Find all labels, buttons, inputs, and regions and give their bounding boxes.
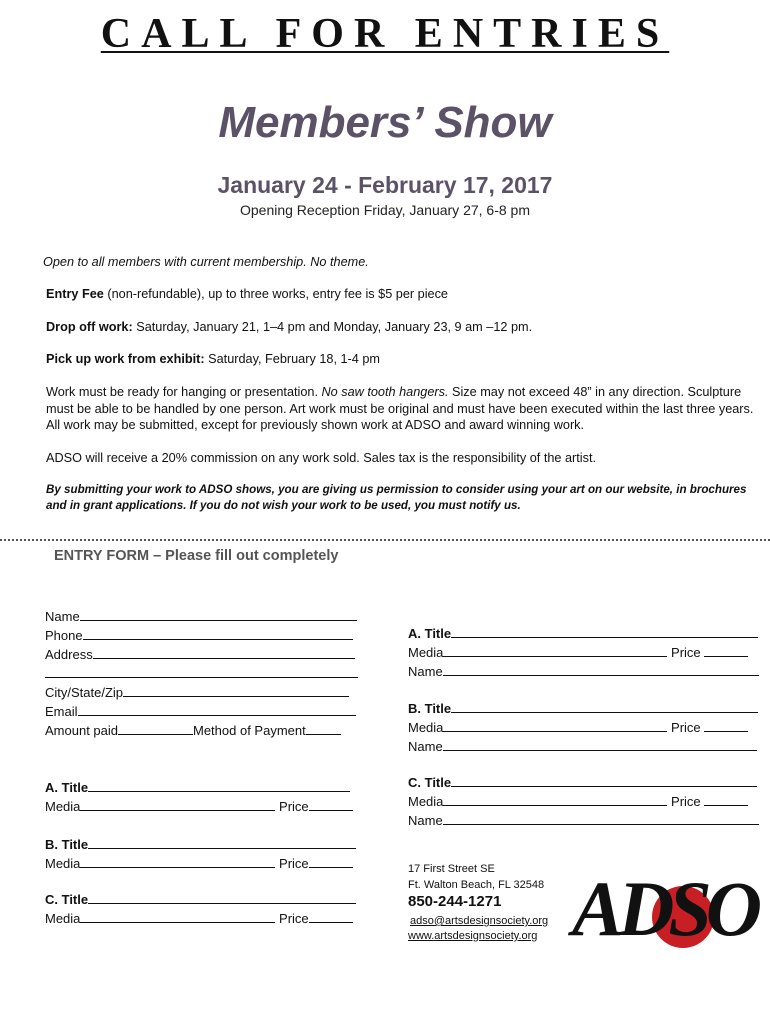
right-a-title-input[interactable] (451, 624, 758, 638)
entry-fee-label: Entry Fee (46, 287, 104, 301)
contact-address-2: Ft. Walton Beach, FL 32548 (408, 879, 545, 891)
payment-field[interactable] (45, 721, 341, 740)
amount-label: Amount paid (45, 723, 118, 738)
cut-line (0, 539, 770, 541)
phone-field[interactable] (45, 626, 353, 645)
media-label: Media (45, 856, 81, 871)
price-input[interactable] (309, 909, 353, 923)
name-field[interactable] (45, 607, 357, 626)
left-b-title-input[interactable] (88, 835, 356, 849)
right-b-title-input[interactable] (451, 699, 758, 713)
media-input[interactable] (443, 643, 667, 657)
artist-name-input[interactable] (443, 662, 759, 676)
right-work-a-title[interactable] (408, 624, 758, 643)
media-label: Media (408, 720, 444, 735)
price-input[interactable] (309, 854, 353, 868)
open-to-text (43, 254, 763, 271)
phone-label: Phone (45, 628, 83, 643)
address-input-2[interactable] (45, 664, 358, 678)
left-work-c-title[interactable] (45, 890, 356, 909)
email-field[interactable] (45, 702, 356, 721)
media-label: Media (408, 645, 444, 660)
right-c-title-label: C. Title (408, 775, 452, 790)
address-field[interactable] (45, 645, 355, 664)
media-input[interactable] (80, 909, 275, 923)
artist-name-label: Name (408, 739, 443, 754)
price-label: Price (279, 856, 309, 871)
show-title: Members’ Show (218, 98, 552, 147)
right-work-b-media[interactable] (408, 718, 748, 737)
commission-text (46, 450, 766, 467)
right-work-b-title[interactable] (408, 699, 758, 718)
media-input[interactable] (80, 854, 275, 868)
right-c-title-input[interactable] (451, 773, 757, 787)
right-work-c-title[interactable] (408, 773, 757, 792)
price-input[interactable] (309, 797, 353, 811)
dropoff (46, 319, 766, 336)
left-work-b-media[interactable] (45, 854, 353, 873)
left-work-a-title[interactable] (45, 778, 350, 797)
commission: ADSO will receive a 20% commission on any work sold. Sales tax is the responsibility of the artist. (46, 451, 597, 465)
email-input[interactable] (78, 702, 356, 716)
media-input[interactable] (443, 718, 667, 732)
address-input[interactable] (93, 645, 355, 659)
artist-name-input[interactable] (443, 737, 757, 751)
media-label: Media (45, 911, 81, 926)
entry-fee-text: (non-refundable), up to three works, entry fee is $5 per piece (103, 287, 448, 301)
artist-name-label: Name (408, 664, 443, 679)
price-input[interactable] (704, 718, 748, 732)
open-to: Open to all members with current membership. No theme. (43, 255, 369, 269)
right-work-c-name[interactable] (408, 811, 759, 830)
contact-email-link[interactable]: adso@artsdesignsociety.org (410, 915, 549, 927)
method-label: Method of Payment (193, 723, 306, 738)
pickup-label: Pick up work from exhibit: (46, 352, 205, 366)
left-work-c-media[interactable] (45, 909, 353, 928)
page-title: CALL FOR ENTRIES (100, 11, 670, 57)
adso-logo (572, 865, 762, 956)
city-label: City/State/Zip (45, 685, 124, 700)
method-input[interactable] (306, 721, 341, 735)
entry-fee (46, 286, 766, 303)
show-dates: January 24 - February 17, 2017 (217, 172, 553, 198)
email-label: Email (45, 704, 78, 719)
price-label: Price (671, 794, 701, 809)
contact-phone: 850-244-1271 (408, 893, 502, 910)
price-label: Price (671, 645, 701, 660)
right-work-a-media[interactable] (408, 643, 748, 662)
left-c-title-label: C. Title (45, 892, 89, 907)
left-c-title-input[interactable] (88, 890, 356, 904)
artist-name-label: Name (408, 813, 443, 828)
left-work-b-title[interactable] (45, 835, 356, 854)
name-input[interactable] (80, 607, 357, 621)
city-input[interactable] (123, 683, 349, 697)
logo-text: ADSO (572, 865, 757, 952)
left-work-a-media[interactable] (45, 797, 353, 816)
left-b-title-label: B. Title (45, 837, 89, 852)
pickup-text: Saturday, February 18, 1-4 pm (204, 352, 380, 366)
address-line-2[interactable] (45, 664, 358, 683)
media-label: Media (408, 794, 444, 809)
right-work-c-media[interactable] (408, 792, 748, 811)
rules-part-3: Size may not exceed 48” in any direction. Sculpture must be able to be handled by one person. Art work must be original and must have been executed within the last three years. All work may be submitted, except for previously shown work at ADSO and award winning work. (46, 385, 754, 432)
address-label: Address (45, 647, 93, 662)
contact-address-1: 17 First Street SE (408, 863, 495, 875)
name-label: Name (45, 609, 80, 624)
right-work-a-name[interactable] (408, 662, 759, 681)
price-input[interactable] (704, 643, 748, 657)
media-input[interactable] (443, 792, 667, 806)
price-input[interactable] (704, 792, 748, 806)
phone-input[interactable] (83, 626, 353, 640)
dropoff-label: Drop off work: (46, 320, 133, 334)
price-label: Price (279, 799, 309, 814)
website-link[interactable]: www.artsdesignsociety.org (408, 930, 538, 942)
price-label: Price (279, 911, 309, 926)
left-a-title-input[interactable] (88, 778, 350, 792)
pickup (46, 351, 766, 368)
media-input[interactable] (80, 797, 275, 811)
city-field[interactable] (45, 683, 349, 702)
permission-notice: By submitting your work to ADSO shows, you are giving us permission to consider using your art on our website, in brochures and in grant applications. If you do not wish your work to be used, you must notify us. (46, 483, 747, 512)
right-b-title-label: B. Title (408, 701, 452, 716)
entry-form-heading: ENTRY FORM – Please fill out completely (54, 548, 339, 564)
right-work-b-name[interactable] (408, 737, 757, 756)
amount-input[interactable] (118, 721, 193, 735)
right-a-title-label: A. Title (408, 626, 452, 641)
price-label: Price (671, 720, 701, 735)
media-label: Media (45, 799, 81, 814)
opening-reception: Opening Reception Friday, January 27, 6-8 pm (239, 202, 530, 218)
left-a-title-label: A. Title (45, 780, 89, 795)
rules-part-2: No saw tooth hangers. (321, 385, 449, 399)
submission-rules (46, 384, 766, 434)
rules-part-1: Work must be ready for hanging or presentation. (46, 385, 322, 399)
artist-name-input[interactable] (443, 811, 759, 825)
dropoff-text: Saturday, January 21, 1–4 pm and Monday, January 23, 9 am –12 pm. (132, 320, 533, 334)
